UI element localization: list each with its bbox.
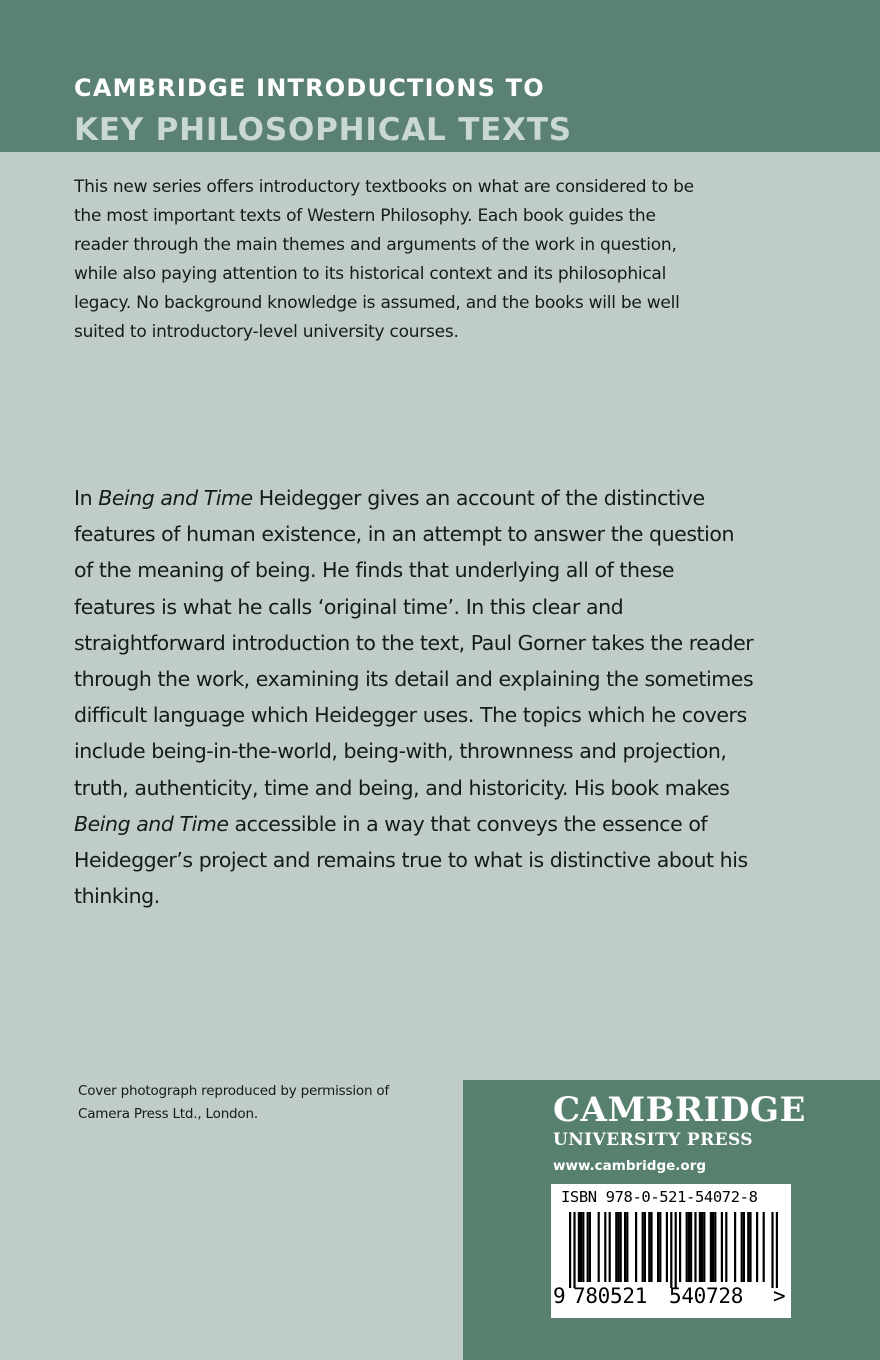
barcode-bar <box>659 1212 661 1282</box>
book-title-italic: Being and Time <box>98 486 253 510</box>
barcode-bar <box>699 1212 701 1282</box>
barcode-bar <box>648 1212 650 1282</box>
barcode-bar <box>624 1212 626 1282</box>
barcode-bar <box>756 1212 758 1282</box>
barcode-guard-bar <box>569 1212 571 1288</box>
barcode-bar <box>617 1212 619 1282</box>
book-description <box>74 480 756 914</box>
barcode-bar <box>721 1212 723 1282</box>
barcode-guard-bar <box>670 1212 672 1288</box>
photo-credit <box>78 1080 438 1126</box>
barcode-bar <box>749 1212 751 1282</box>
barcode-bar <box>690 1212 692 1282</box>
barcode-bar <box>580 1212 582 1282</box>
barcode-bar <box>635 1212 637 1282</box>
barcode-bar <box>650 1212 652 1282</box>
barcode-bar <box>743 1212 745 1282</box>
barcode-digit-group-2: 540728 <box>669 1284 744 1308</box>
barcode-digit-group-1: 780521 <box>573 1284 648 1308</box>
isbn-label: ISBN 978-0-521-54072-8 <box>561 1188 758 1206</box>
barcode-bar <box>679 1212 681 1282</box>
barcode-bar <box>725 1212 727 1282</box>
book-title-italic-2: Being and Time <box>74 811 229 836</box>
barcode-guard-bar <box>776 1212 778 1288</box>
barcode-guard-bar <box>771 1212 773 1288</box>
book-description-end: accessible in a way that conveys the essence of Heidegger’s project and remains true to what is distinctive about his thinking. <box>74 811 748 909</box>
barcode-bar <box>598 1212 600 1282</box>
barcode-bar <box>609 1212 611 1282</box>
barcode-bar <box>626 1212 628 1282</box>
photo-credit-line1: Cover photograph reproduced by permission of <box>78 1083 390 1099</box>
barcode-first-digit: 9 <box>553 1284 566 1308</box>
barcode-bar <box>710 1212 712 1282</box>
barcode-bar <box>589 1212 591 1282</box>
barcode-bar <box>644 1212 646 1282</box>
barcode-bars <box>551 1212 791 1288</box>
barcode-bar <box>578 1212 580 1282</box>
barcode-bar <box>615 1212 617 1282</box>
publisher-url: www.cambridge.org <box>553 1158 707 1174</box>
barcode-bar <box>712 1212 714 1282</box>
publisher-panel <box>463 1080 880 1360</box>
barcode-bar <box>734 1212 736 1282</box>
book-description-intro: In <box>74 486 99 510</box>
series-title-line2: KEY PHILOSOPHICAL TEXTS <box>74 112 572 148</box>
photo-credit-line2: Camera Press Ltd., London. <box>78 1106 258 1122</box>
barcode-guard-bar <box>675 1212 677 1288</box>
barcode-bar <box>701 1212 703 1282</box>
barcode-bar <box>714 1212 716 1282</box>
barcode-bar <box>666 1212 668 1282</box>
book-description-body: Heidegger gives an account of the distinctive features of human existence, in an attempt to answer the question of the meaning of being. He finds that underlying all of these features is what he calls ‘original time’. In this clear and straightforward introduction to the text, Paul Gorner takes the reader through the work, examining its detail and explaining the sometimes difficult language which Heidegger uses. The topics which he covers include being-in-the-world, being-with, thrownness and projection, truth, authenticity, time and being, and historicity. His book makes <box>74 486 754 800</box>
barcode-bar <box>694 1212 696 1282</box>
barcode-bar <box>657 1212 659 1282</box>
series-title-line1: CAMBRIDGE INTRODUCTIONS TO <box>74 74 545 102</box>
publisher-name: CAMBRIDGE <box>553 1090 806 1130</box>
barcode-bar <box>642 1212 644 1282</box>
barcode-guard-bar <box>573 1212 575 1288</box>
barcode-bar <box>703 1212 705 1282</box>
barcode-bar <box>747 1212 749 1282</box>
barcode-bar <box>587 1212 589 1282</box>
barcode-bar <box>582 1212 584 1282</box>
barcode-bar <box>688 1212 690 1282</box>
barcode-bar <box>741 1212 743 1282</box>
barcode-quiet-zone-marker: > <box>773 1284 786 1308</box>
publisher-subtitle: UNIVERSITY PRESS <box>553 1130 753 1150</box>
barcode-bar <box>763 1212 765 1282</box>
isbn-barcode <box>551 1184 791 1318</box>
barcode-bar <box>604 1212 606 1282</box>
barcode-bar <box>686 1212 688 1282</box>
series-description: This new series offers introductory textbooks on what are considered to be the most important texts of Western Philosophy. Each book guides the reader through the main themes and arguments of the work in question, while also paying attention to its historical context and its philosophical legacy. No background knowledge is assumed, and the books will be well suited to introductory-level university courses. <box>74 177 694 342</box>
barcode-bar <box>620 1212 622 1282</box>
